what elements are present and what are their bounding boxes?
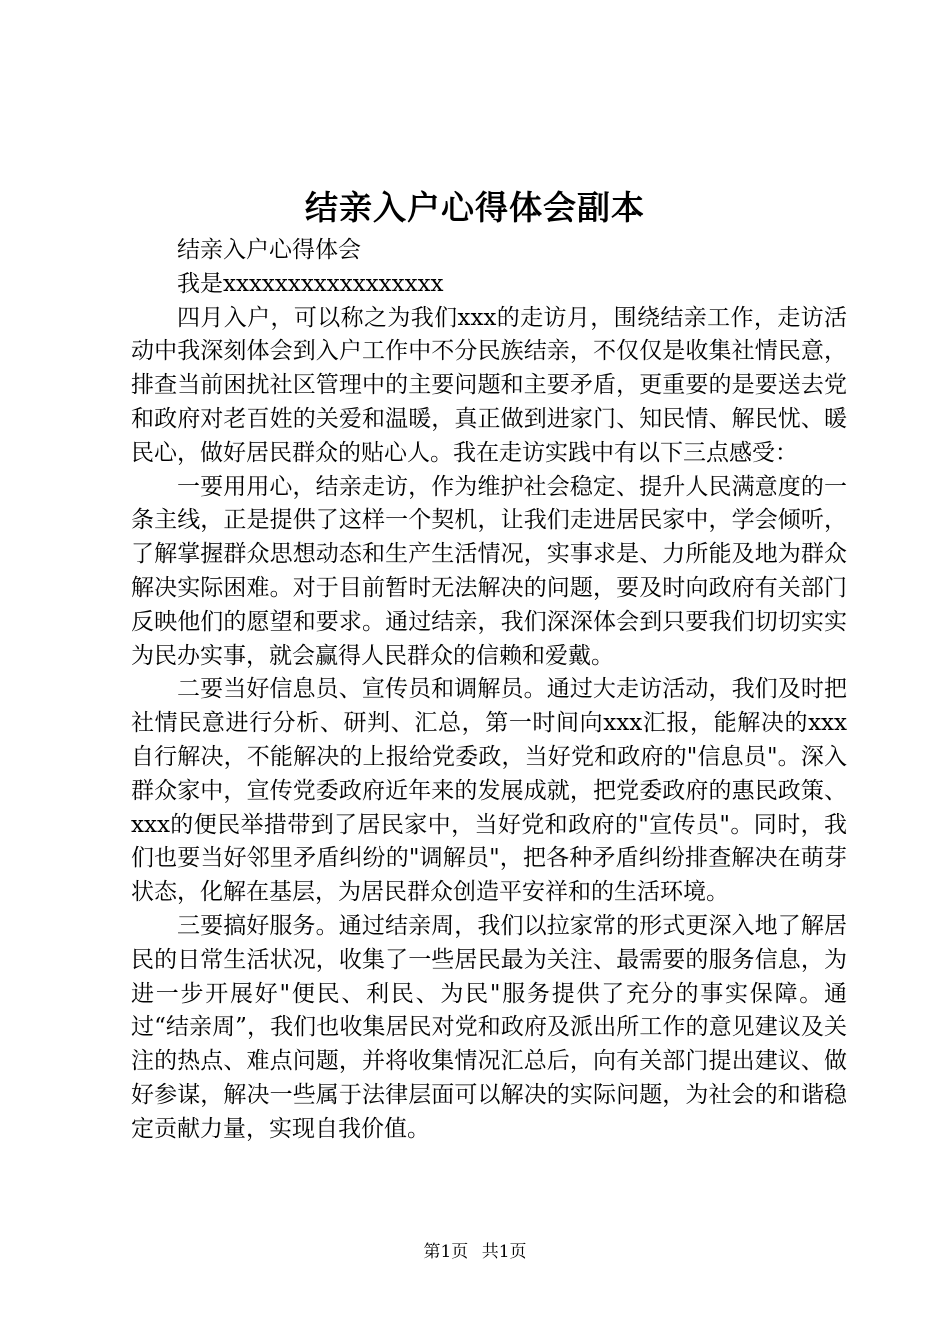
page-number: 第1页 (423, 1242, 469, 1262)
page-total: 共1页 (481, 1242, 527, 1262)
body-paragraph: 一要用用心，结亲走访，作为维护社会稳定、提升人民满意度的一条主线，正是提供了这样一个契机，让我们走进居民家中，学会倾听，了解掌握群众思想动态和生产生活情况，实事求是、力所能及地为群众解决实际困难。对于目前暂时无法解决的问题，要及时向政府有关部门反映他们的愿望和要求。通过结亲，我们深深体会到只要我们切切实实为民办实事，就会赢得人民群众的信赖和爱戴。 (131, 473, 847, 669)
body-paragraph: 三要搞好服务。通过结亲周，我们以拉家常的形式更深入地了解居民的日常生活状况，收集了一些居民最为关注、最需要的服务信息，为进一步开展好"便民、利民、为民"服务提供了充分的事实保障。通过“结亲周”，我们也收集居民对党和政府及派出所工作的意见建议及关注的热点、难点问题，并将收集情况汇总后，向有关部门提出建议、做好参谋，解决一些属于法律层面可以解决的实际问题，为社会的和谐稳定贡献力量，实现自我价值。 (131, 912, 847, 1142)
document-body (131, 234, 847, 1147)
body-paragraph: 四月入户，可以称之为我们xxx的走访月，围绕结亲工作，走访活动中我深刻体会到入户工作中不分民族结亲，不仅仅是收集社情民意，排查当前困扰社区管理中的主要问题和主要矛盾，更重要的是要送去党和政府对老百姓的关爱和温暖，真正做到进家门、知民情、解民忧、暖民心，做好居民群众的贴心人。我在走访实践中有以下三点感受： (131, 304, 847, 466)
body-paragraph: 二要当好信息员、宣传员和调解员。通过大走访活动，我们及时把社情民意进行分析、研判、汇总，第一时间向xxx汇报，能解决的xxx自行解决，不能解决的上报给党委政，当好党和政府的"信息员"。深入群众家中，宣传党委政府近年来的发展成就，把党委政府的惠民政策、xxx的便民举措带到了居民家中，当好党和政府的"宣传员"。同时，我们也要当好邻里矛盾纠纷的"调解员"，把各种矛盾纠纷排查解决在萌芽状态，化解在基层，为居民群众创造平安祥和的生活环境。 (131, 676, 847, 906)
subtitle-paragraph: 结亲入户心得体会 (177, 237, 361, 263)
document-title: 结亲入户心得体会副本 (305, 188, 645, 227)
page-footer (0, 1240, 950, 1264)
intro-paragraph: 我是xxxxxxxxxxxxxxxxx (177, 270, 444, 297)
